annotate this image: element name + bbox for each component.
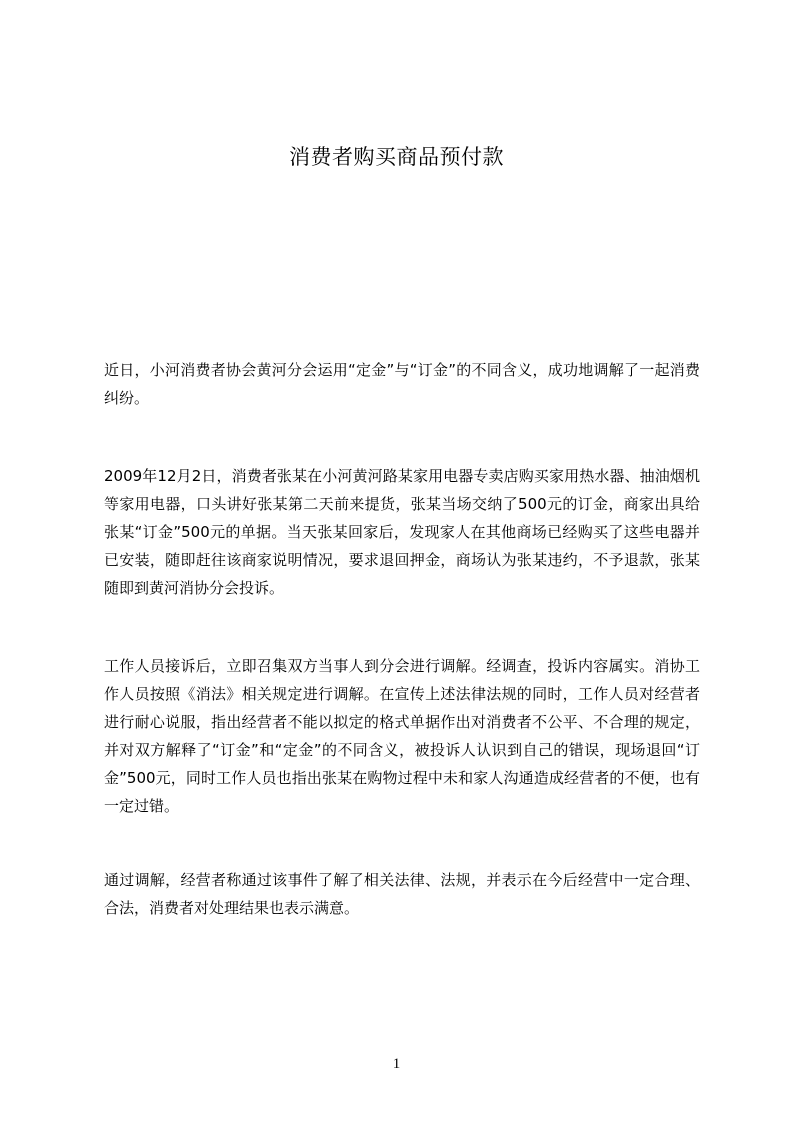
paragraph-incident: 2009年12月2日，消费者张某在小河黄河路某家用电器专卖店购买家用热水器、抽油烟机等家用电器，口头讲好张某第二天前来提货，张某当场交纳了500元的订金，商家出具给张某“订金”500元的单据。当天张某回家后，发现家人在其他商场已经购买了这些电器并已安装，随即赶往该商家说明情况，要求退回押金，商场认为张某违约，不予退款，张某随即到黄河消协分会投诉。 — [104, 467, 700, 597]
document-title: 消费者购买商品预付款 — [289, 145, 504, 169]
paragraph-outcome: 通过调解，经营者称通过该事件了解了相关法律、法规，并表示在今后经营中一定合理、合法，消费者对处理结果也表示满意。 — [104, 871, 700, 917]
paragraph-mediation: 工作人员接诉后，立即召集双方当事人到分会进行调解。经调查，投诉内容属实。消协工作人员按照《消法》相关规定进行调解。在宣传上述法律法规的同时，工作人员对经营者进行耐心说服，指出经营者不能以拟定的格式单据作出对消费者不公平、不合理的规定，并对双方解释了“订金”和“定金”的不同含义，被投诉人认识到自己的错误，现场退回“订金”500元，同时工作人员也指出张某在购物过程中未和家人沟通造成经营者的不便，也有一定过错。 — [104, 657, 700, 815]
paragraph-intro: 近日，小河消费者协会黄河分会运用“定金”与“订金”的不同含义，成功地调解了一起消费纠纷。 — [104, 361, 700, 407]
page-number: 1 — [392, 1056, 401, 1072]
